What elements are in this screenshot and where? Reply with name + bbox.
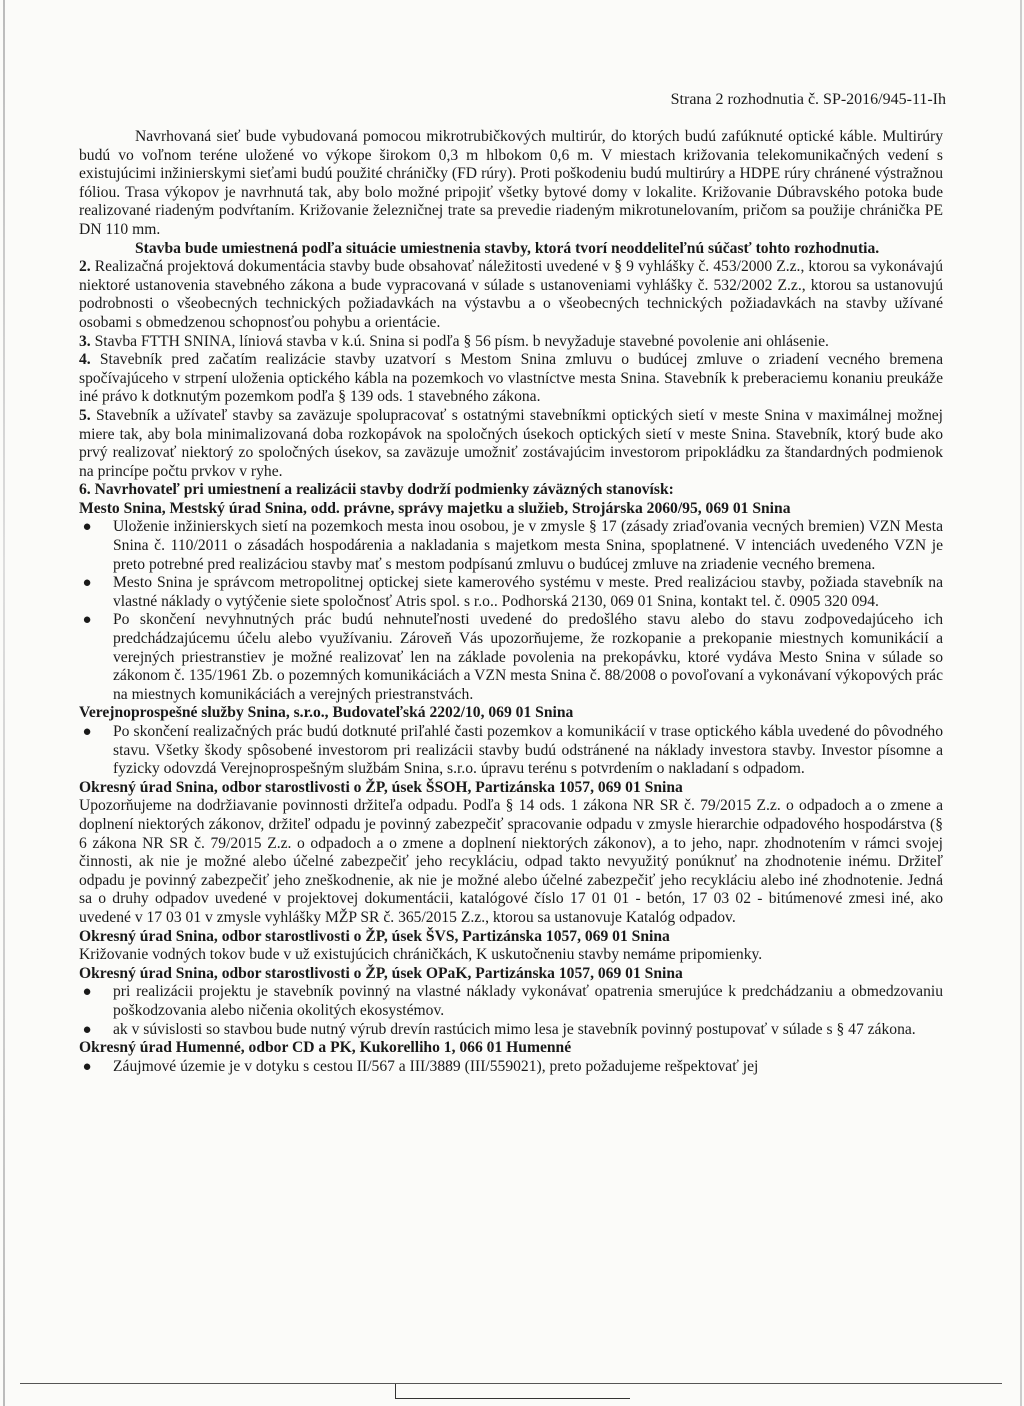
bullet-icon: ● [82, 984, 92, 1001]
bullet-icon: ● [82, 575, 92, 592]
item-5-number: 5. [79, 406, 91, 424]
item-4 [79, 351, 943, 407]
item-3-number: 3. [79, 332, 91, 350]
bullet-icon: ● [82, 1021, 92, 1038]
scan-edge-left [3, 0, 5, 1406]
list-item-text: Záujmové územie je v dotyku s cestou II/567 a III/3889 (III/559021), preto požadujeme rešpektovať jej [113, 1057, 759, 1075]
section-opak-list [79, 983, 943, 1039]
section-vps-heading: Verejnoprospešné služby Snina, s.r.o., Budovateľská 2202/10, 069 01 Snina [79, 704, 574, 722]
section-mesto-list [79, 518, 943, 704]
list-item-text: Mesto Snina je správcom metropolitnej optickej siete kamerového systému v meste. Pred realizáciou stavby, požiada stavebník na vlastné náklady o vytýčenie siete spoločnosť Atris spol. s r.o.. Podhorská 2130, 069 01 Snina, kontakt tel. č. 0905 320 094. [113, 574, 943, 610]
list-item-text: Uloženie inžinierskych sietí na pozemkoch mesta inou osobou, je v zmysle § 17 (zásady zriaďovania vecných bremien) VZN Mesta Snina č. 110/2011 o zásadách hospodárenia a nakladania s majetkom mesta Snina, spoplatnené. V intenciách uvedeného VZN je preto potrebné pred realizáciou stavby mať s mestom podpísanú zmluvu o budúcej zmluve na zriadenie vecného bremena. [113, 518, 943, 573]
section-opak-heading: Okresný úrad Snina, odbor starostlivosti o ŽP, úsek OPaK, Partizánska 1057, 069 01 Snina [79, 964, 683, 982]
situation-bold-paragraph: Stavba bude umiestnená podľa situácie umiestnenia stavby, ktorá tvorí neoddeliteľnú súčasť tohto rozhodnutia. [135, 239, 880, 257]
item-4-text: Stavebník pred začatím realizácie stavby uzatvorí s Mestom Snina zmluvu o budúcej zmluve o zriadení vecného bremena spočívajúceho v strpení uloženia optického kábla na pozemkoch vo vlastníctve mesta Snina. Stavebník k preberaciemu konaniu preukáže iné právo k dotknutým pozemkom podľa § 139 ods. 1 stavebného zákona. [79, 351, 943, 406]
section-ssoh-heading: Okresný úrad Snina, odbor starostlivosti o ŽP, úsek ŠSOH, Partizánska 1057, 069 01 Snina [79, 778, 683, 796]
bottom-rule-segment [395, 1398, 630, 1399]
list-item-text: Po skončení realizačných prác budú dotknuté priľahlé časti pozemkov a komunikácií v trase optického kábla uvedené do pôvodného stavu. Všetky škody spôsobené investorom pri realizácii stavby budú odstránené na náklady investora stavby. Investor písomne a fyzicky odovzdá Verejnoprospešným službám Snina, s.r.o. úpravu terénu s potvrdením o nakladaní s odpadom. [113, 723, 943, 778]
item-4-number: 4. [79, 351, 91, 369]
item-2-number: 2. [79, 258, 91, 276]
bottom-rule-line [20, 1383, 1002, 1384]
item-6-heading: 6. Navrhovateľ pri umiestnení a realizácii stavby dodrží podmienky záväzných stanovísk: [79, 481, 674, 499]
list-item [79, 1058, 943, 1077]
intro-paragraph: Navrhovaná sieť bude vybudovaná pomocou mikrotrubičkových multirúr, do ktorých budú zafúknuté optické káble. Multirúry budú vo voľnom teréne uložené vo výkope širokom 0,3 m hlbokom 0,6 m. V miestach križovania telekomunikačných vedení s existujúcimi inžinierskymi sieťami budú použité chráničky (FD rúry). Proti poškodeniu budú multirúry a HDPE rúry chránené výstražnou fóliou. Trasa výkopov je navrhnutá tak, aby bolo možné pripojiť všetky bytové domy v lokalite. Križovanie Dúbravského potoka bude realizované riadeným podvŕtaním. Križovanie železničnej trate sa prevedie riadeným mikrotunelovaním, pričom sa použije chránička PE DN 110 mm. [79, 128, 943, 238]
bullet-icon: ● [82, 612, 92, 629]
item-2-text: Realizačná projektová dokumentácia stavby bude obsahovať náležitosti uvedené v § 9 vyhlášky č. 453/2000 Z.z., ktorou sa vykonávajú niektoré ustanovenia stavebného zákona a bude vypracovaná v súlade s ustanoveniami vyhlášky č. 532/2002 Z.z., ktorou sa ustanovujú podrobnosti o všeobecných technických požiadavkách na výstavbu a o všeobecných technických požiadavkách na stavby užívané osobami s obmedzenou schopnosťou pohybu a orientácie. [79, 258, 943, 331]
scan-edge-right [1020, 0, 1022, 1406]
page-reference-header: Strana 2 rozhodnutia č. SP-2016/945-11-Ih [670, 91, 946, 108]
section-humenne-heading: Okresný úrad Humenné, odbor CD a PK, Kukorelliho 1, 066 01 Humenné [79, 1039, 572, 1057]
list-item [79, 1021, 943, 1040]
list-item-text: Po skončení nevyhnutných prác budú nehnuteľnosti uvedené do predošlého stavu alebo do stavu zodpovedajúceho ich predchádzajúcemu účelu alebo využívaniu. Zároveň Vás upozorňujeme, že rozkopanie a prekopanie miestnych komunikácií a verejných priestranstiev je možné realizovať len na základe povolenia na prekopávku, ktoré vydáva Mesto Snina v súlade so zákonom č. 135/1961 Zb. o pozemných komunikáciách a VZN mesta Snina č. 88/2008 o povoľovaní a vykonávaní výkopových prác na miestnych komunikáciách a verejných priestranstvách. [113, 611, 943, 703]
document-body [79, 128, 943, 1076]
list-item [79, 574, 943, 611]
item-3 [79, 333, 943, 352]
section-humenne-list [79, 1058, 943, 1077]
list-item [79, 611, 943, 704]
bullet-icon: ● [82, 1058, 92, 1075]
list-item-text: ak v súvislosti so stavbou bude nutný výrub drevín rastúcich mimo lesa je stavebník povinný postupovať v súlade s § 47 zákona. [113, 1020, 916, 1038]
list-item [79, 983, 943, 1020]
section-ssoh-text: Upozorňujeme na dodržiavanie povinnosti držiteľa odpadu. Podľa § 14 ods. 1 zákona NR SR č. 79/2015 Z.z. o odpadoch a o zmene a doplnení niektorých zákonov, držiteľ odpadu je povinný zabezpečiť spracovanie odpadu v zmysle hierarchie odpadového hospodárstva (§ 6 zákona NR SR č. 79/2015 Z.z. o odpadoch a o zmene a doplnení niektorých zákonov), a to jeho, napr. zhodnotením v rámci svojej činnosti, ak nie je možné alebo účelné zabezpečiť jeho recykláciu, odpad takto nevyužitý ponúknuť na zhodnotenie inému. Držiteľ odpadu je povinný zabezpečiť jeho zneškodnenie, ak nie je možné alebo účelné zabezpečiť jeho recykláciu alebo iné zhodnotenie. Jedná sa o druhy odpadov uvedené v projektovej dokumentácii, katalógové číslo 17 01 01 - betón, 17 03 02 - bitúmenové zmesi iné, ako uvedené v 17 03 01 v zmysle vyhlášky MŽP SR č. 365/2015 Z.z., ktorou sa ustanovuje Katalóg odpadov. [79, 797, 943, 926]
section-svs-text: Križovanie vodných tokov bude v už existujúcich chráničkách, K uskutočneniu stavby nemáme pripomienky. [79, 946, 763, 964]
item-5-text: Stavebník a užívateľ stavby sa zaväzuje spolupracovať s ostatnými stavebníkmi optických sietí v meste Snina v maximálnej možnej miere tak, aby bola minimalizovaná doba rozkopávok na spoločných úsekoch optických sietí v meste Snina. Stavebník, ktorý bude ako prvý realizovať niektorý zo spoločných úsekov, sa zaväzuje umožniť zostávajúcim investorom pripokládku za štandardných podmienok na princípe počtu prvkov v ryhe. [79, 406, 943, 480]
bullet-icon: ● [82, 519, 92, 536]
section-vps-list [79, 723, 943, 779]
item-2 [79, 258, 943, 332]
section-svs-heading: Okresný úrad Snina, odbor starostlivosti o ŽP, úsek ŠVS, Partizánska 1057, 069 01 Snina [79, 927, 670, 945]
section-mesto-heading: Mesto Snina, Mestský úrad Snina, odd. právne, správy majetku a služieb, Strojárska 2060/95, 069 01 Snina [79, 499, 791, 517]
list-item [79, 723, 943, 779]
list-item-text: pri realizácii projektu je stavebník povinný na vlastné náklady vykonávať opatrenia smerujúce k predchádzaniu a obmedzovaniu poškodzovania alebo ničenia okolitých ekosystémov. [113, 983, 943, 1019]
item-3-text: Stavba FTTH SNINA, líniová stavba v k.ú. Snina si podľa § 56 písm. b nevyžaduje stavebné povolenie ani ohlásenie. [90, 332, 829, 350]
item-5 [79, 407, 943, 481]
bullet-icon: ● [82, 724, 92, 740]
bottom-rule-tick [395, 1384, 396, 1398]
list-item [79, 518, 943, 574]
